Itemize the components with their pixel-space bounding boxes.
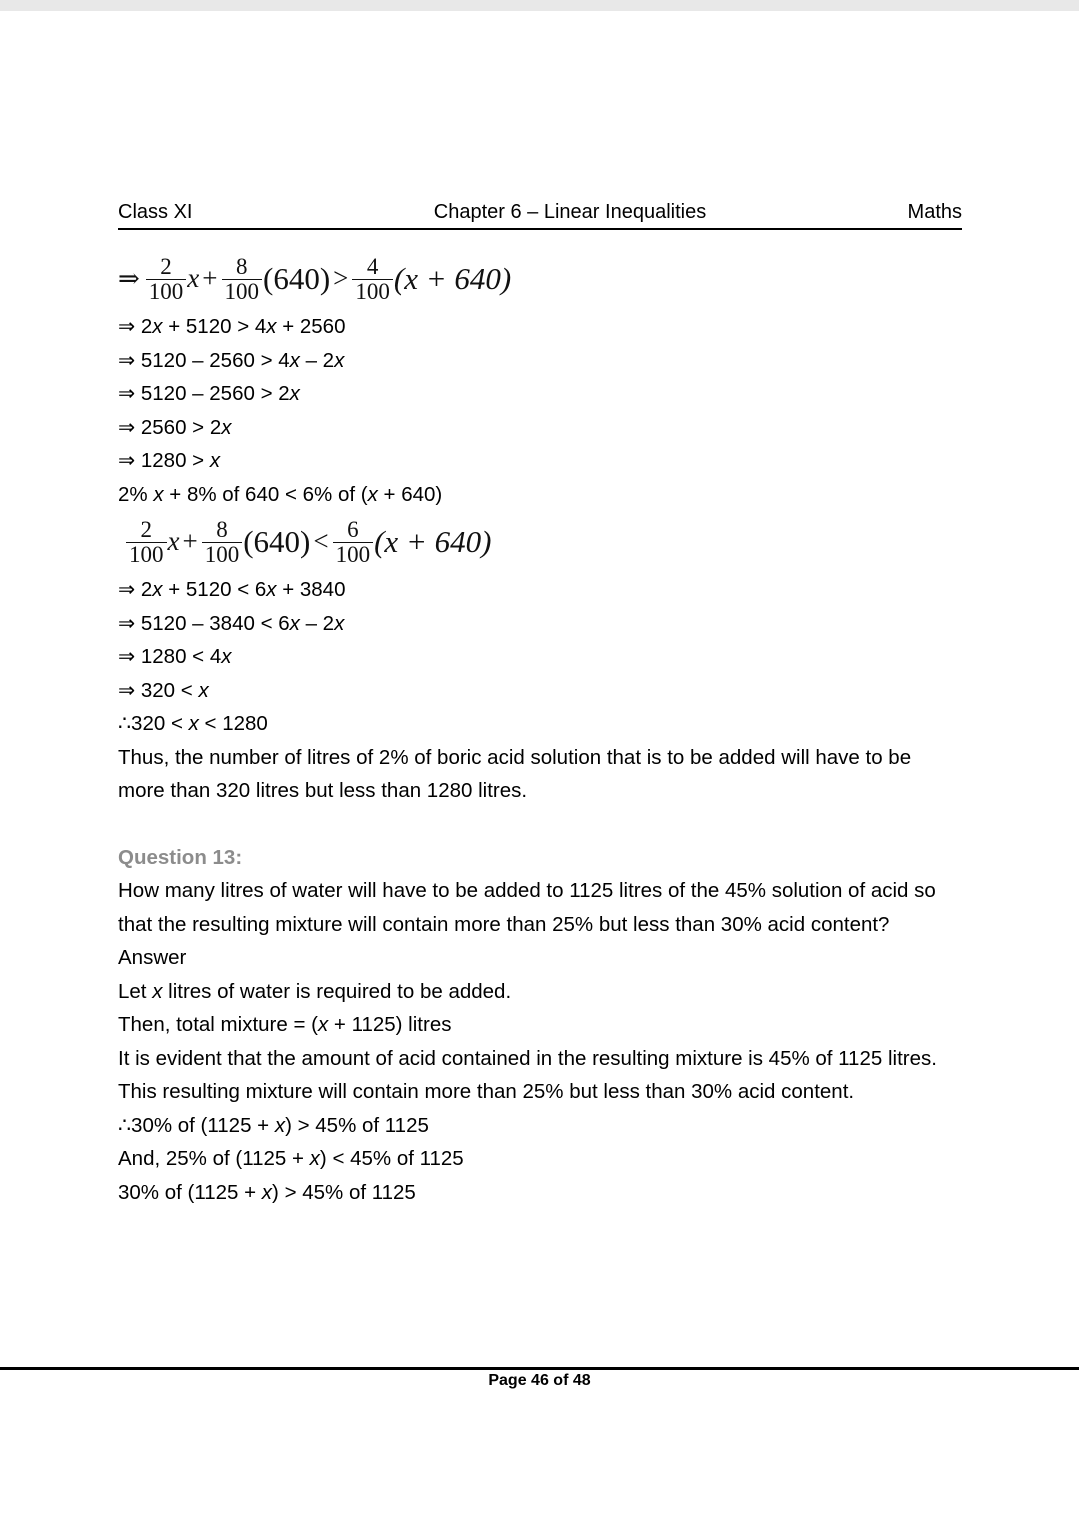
implies-arrow-icon: ⇒ [118, 264, 140, 294]
answer-label: Answer [118, 946, 187, 969]
header-subject-label: Maths [907, 201, 962, 223]
plus-operator: + [202, 263, 218, 294]
header-class-label: Class XI [118, 201, 193, 223]
step-line: ⇒ 320 < x [118, 678, 209, 702]
equation-1 [118, 248, 968, 310]
page-content [118, 248, 968, 1209]
fraction-6-over-100: $\frac{6}{100}$ [333, 518, 374, 566]
answer-line: 30% of (1125 + x) > 45% of 1125 [118, 1180, 416, 1204]
page-number-label: Page 46 of 48 [488, 1372, 591, 1389]
question-13-text: How many litres of water will have to be added to 1125 litres of the 45% solution of acid so that the resulting mixture will contain more than 25% but less than 30% acid content? [118, 879, 936, 936]
step-line: ⇒ 2x + 5120 > 4x + 2560 [118, 315, 346, 338]
step-line: ⇒ 1280 > x [118, 449, 221, 472]
variable-x: x [187, 263, 200, 294]
answer-line: This resulting mixture will contain more than 25% but less than 30% acid content. [118, 1080, 855, 1103]
footer-divider [0, 1367, 1079, 1370]
fraction-2-over-100: $\frac{2}{100}$ [126, 518, 167, 566]
conclusion-paragraph: Thus, the number of litres of 2% of boric acid solution that is to be added will have to be more than 320 litres but less than 1280 litres. [118, 745, 912, 802]
group-x-plus-640: (x + 640) [374, 524, 492, 560]
page-header [118, 200, 962, 230]
step-line: ⇒ 2x + 5120 < 6x + 3840 [118, 578, 346, 601]
fraction-8-over-100: $\frac{8}{100}$ [202, 518, 243, 566]
step-line: 2% x + 8% of 640 < 6% of (x + 640) [118, 482, 443, 506]
fraction-4-over-100: $\frac{4}{100}$ [352, 255, 393, 303]
answer-line: And, 25% of (1125 + x) < 45% of 1125 [118, 1147, 464, 1170]
question-13-heading: Question 13: [118, 845, 243, 869]
variable-x: x [167, 526, 180, 557]
step-line: ⇒ 5120 – 2560 > 4x – 2x [118, 348, 345, 372]
step-line: ⇒ 1280 < 4x [118, 645, 232, 668]
answer-line: ∴30% of (1125 + x) > 45% of 1125 [118, 1113, 429, 1137]
step-line: ⇒ 5120 – 3840 < 6x – 2x [118, 611, 345, 635]
header-chapter-title: Chapter 6 – Linear Inequalities [433, 201, 707, 223]
spacer [118, 808, 968, 841]
answer-line: Let x litres of water is required to be added. [118, 979, 512, 1003]
less-than-operator: < [313, 526, 329, 557]
step-line: ∴320 < x < 1280 [118, 712, 268, 735]
group-640: (640) [263, 261, 331, 297]
group-x-plus-640: (x + 640) [393, 261, 512, 297]
answer-line: It is evident that the amount of acid contained in the resulting mixture is 45% of 1125 litres. [118, 1046, 937, 1070]
step-line: ⇒ 5120 – 2560 > 2x [118, 382, 300, 405]
answer-line: Then, total mixture = (x + 1125) litres [118, 1013, 452, 1036]
equation-2 [118, 511, 968, 573]
greater-than-operator: > [333, 263, 349, 294]
fraction-8-over-100: $\frac{8}{100}$ [222, 255, 263, 303]
fraction-2-over-100: $\frac{2}{100}$ [146, 255, 187, 303]
group-640: (640) [243, 524, 311, 560]
plus-operator: + [182, 526, 198, 557]
step-line: ⇒ 2560 > 2x [118, 415, 232, 439]
